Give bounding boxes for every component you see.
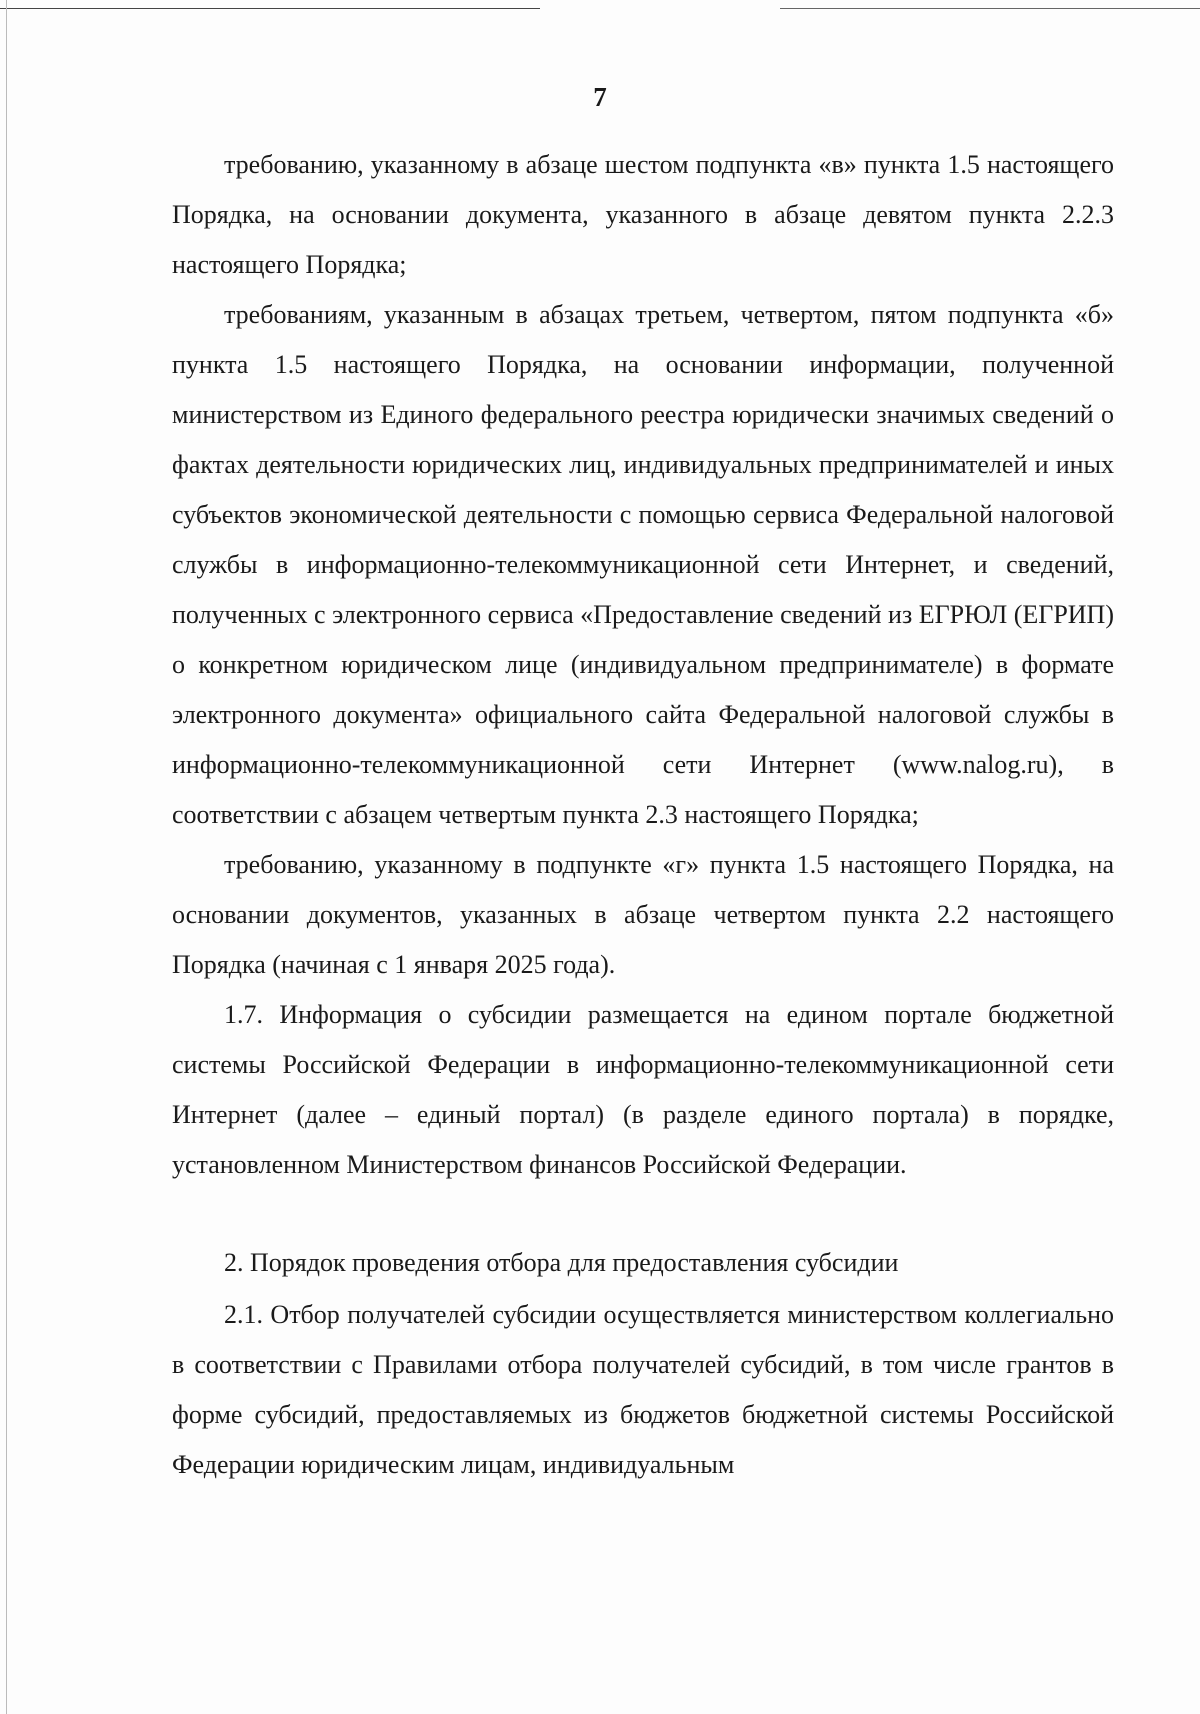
page-number: 7	[593, 82, 607, 112]
scan-artifact-line	[0, 8, 540, 9]
paragraph: 2.1. Отбор получателей субсидии осуществляется министерством коллегиально в соответствии с Правилами отбора получателей субсидий, в том числе грантов в форме субсидий, предоставляемых из бюджетов бюджетной системы Российской Федерации юридическим лицам, индивидуальным	[172, 1300, 1114, 1479]
section-heading: 2. Порядок проведения отбора для предоставления субсидии	[224, 1248, 899, 1277]
document-body	[172, 140, 1114, 1490]
paragraph: 1.7. Информация о субсидии размещается на едином портале бюджетной системы Российской Федерации в информационно-телекоммуникационной сети Интернет (далее – единый портал) (в разделе единого портала) в порядке, установленном Министерством финансов Российской Федерации.	[172, 1000, 1114, 1179]
paragraph: требованию, указанному в абзаце шестом подпункта «в» пункта 1.5 настоящего Порядка, на основании документа, указанного в абзаце девятом пункта 2.2.3 настоящего Порядка;	[172, 150, 1114, 279]
scan-artifact-edge	[6, 0, 7, 1714]
scan-artifact-line	[780, 8, 1200, 9]
paragraph: требованиям, указанным в абзацах третьем, четвертом, пятом подпункта «б» пункта 1.5 настоящего Порядка, на основании информации, полученной министерством из Единого федерального реестра юридически значимых сведений о фактах деятельности юридических лиц, индивидуальных предпринимателей и иных субъектов экономической деятельности с помощью сервиса Федеральной налоговой службы в информационно-телекоммуникационной сети Интернет, и сведений, полученных с электронного сервиса «Предоставление сведений из ЕГРЮЛ (ЕГРИП) о конкретном юридическом лице (индивидуальном предпринимателе) в формате электронного документа» официального сайта Федеральной налоговой службы в информационно-телекоммуникационной сети Интернет (www.nalog.ru), в соответствии с абзацем четвертым пункта 2.3 настоящего Порядка;	[172, 300, 1114, 829]
paragraph: требованию, указанному в подпункте «г» пункта 1.5 настоящего Порядка, на основании документов, указанных в абзаце четвертом пункта 2.2 настоящего Порядка (начиная с 1 января 2025 года).	[172, 850, 1114, 979]
